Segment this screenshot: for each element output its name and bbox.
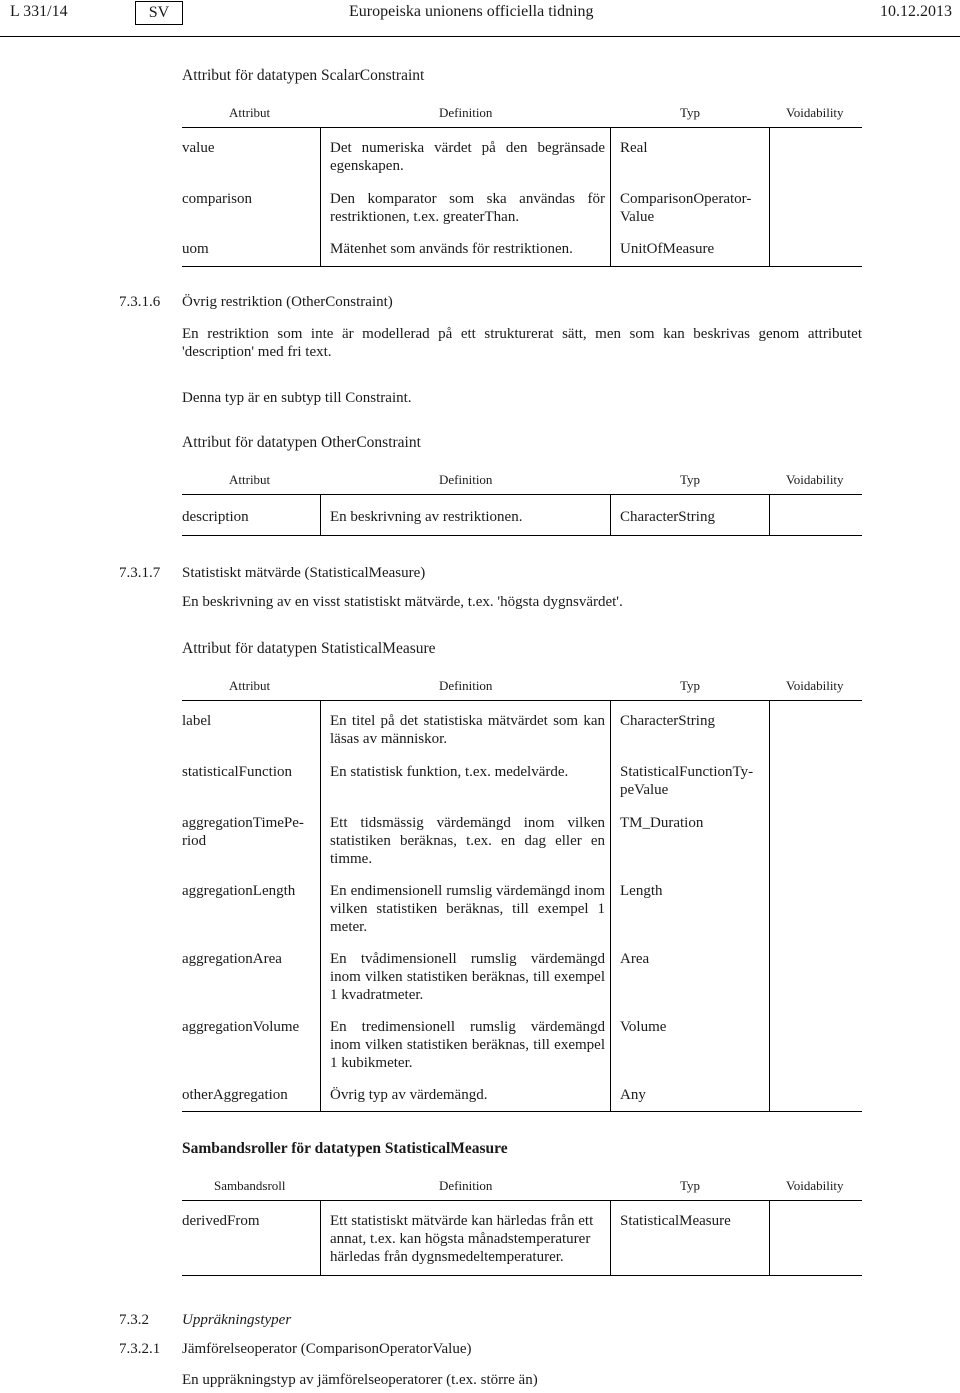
row-definition: En tvådimensionell rumslig värdemängd inom vilken statistiken beräknas, till exempel 1 kvadratmeter.: [330, 951, 605, 1003]
table-header: [182, 101, 862, 128]
page-header: [0, 0, 960, 37]
row-definition: Ett tidsmässig värdemängd inom vilken statistiken beräknas, t.ex. en dag eller en timme.: [330, 815, 605, 867]
col-header-typ: Typ: [680, 1178, 701, 1193]
col-header-voidability: Voidability: [786, 678, 844, 693]
row-attribute: value: [182, 140, 215, 156]
roles-table-title: Sambandsroller för datatypen StatisticalMeasure: [182, 1140, 508, 1157]
paragraph: Denna typ är en subtyp till Constraint.: [182, 390, 412, 406]
col-header-definition: Definition: [439, 678, 493, 693]
row-attribute: aggregationTimePe-riod: [182, 815, 304, 849]
col-header-sambandsroll: Sambandsroll: [214, 1178, 286, 1193]
table-header: [182, 1174, 862, 1201]
row-type: StatisticalFunctionTy-peValue: [620, 764, 754, 798]
table-header: [182, 674, 862, 701]
paragraph: En beskrivning av en visst statistiskt mätvärde, t.ex. 'högsta dygnsvärdet'.: [182, 594, 623, 610]
row-type: Real: [620, 140, 648, 156]
col-header-attribut: Attribut: [229, 678, 271, 693]
row-role: derivedFrom: [182, 1213, 260, 1229]
publication-date: 10.12.2013: [880, 3, 952, 20]
section-heading: Statistiskt mätvärde (StatisticalMeasure): [182, 565, 426, 581]
row-definition: Ett statistiskt mätvärde kan härledas från ett annat, t.ex. kan högsta månadstemperaturer härledas från dygnsmedeltemperaturer.: [330, 1213, 594, 1265]
section-heading: Uppräkningstyper: [182, 1312, 292, 1328]
row-attribute: uom: [182, 241, 209, 257]
journal-title: Europeiska unionens officiella tidning: [349, 3, 594, 20]
row-type: Length: [620, 883, 663, 899]
row-definition: Den komparator som ska användas för restriktionen, t.ex. greaterThan.: [330, 191, 605, 225]
row-definition: Det numeriska värdet på den begränsade egenskapen.: [330, 140, 605, 174]
row-attribute: description: [182, 509, 249, 525]
row-attribute: statisticalFunction: [182, 764, 292, 780]
table-header: [182, 468, 862, 495]
row-attribute: label: [182, 713, 212, 729]
other-table-title: Attribut för datatypen OtherConstraint: [182, 434, 421, 451]
row-definition: En endimensionell rumslig värdemängd inom vilken statistiken beräknas, till exempel 1 meter.: [330, 883, 605, 935]
col-header-definition: Definition: [439, 1178, 493, 1193]
row-definition: En beskrivning av restriktionen.: [330, 509, 523, 525]
row-type: StatisticalMeasure: [620, 1213, 731, 1229]
row-type: Area: [620, 951, 650, 967]
row-definition: En statistisk funktion, t.ex. medelvärde.: [330, 764, 569, 780]
scalar-table: [182, 101, 862, 267]
row-type: Volume: [620, 1019, 667, 1035]
subsection-heading: Jämförelseoperator (ComparisonOperatorValue): [182, 1341, 472, 1357]
col-header-typ: Typ: [680, 678, 701, 693]
col-header-voidability: Voidability: [786, 472, 844, 487]
row-type: ComparisonOperator-Value: [620, 191, 752, 225]
col-header-voidability: Voidability: [786, 105, 844, 120]
row-type: CharacterString: [620, 713, 715, 729]
col-header-typ: Typ: [680, 105, 701, 120]
col-header-typ: Typ: [680, 472, 701, 487]
section-number: 7.3.1.7: [119, 565, 161, 581]
paragraph: En restriktion som inte är modellerad på ett strukturerat sätt, men som kan beskrivas genom attributet 'description' med fri text.: [182, 326, 862, 360]
col-header-definition: Definition: [439, 472, 493, 487]
row-type: TM_Duration: [620, 815, 704, 831]
stat-table: [182, 674, 862, 1112]
col-header-attribut: Attribut: [229, 472, 271, 487]
section-number: 7.3.1.6: [119, 294, 161, 310]
row-attribute: aggregationVolume: [182, 1019, 300, 1035]
section-heading: Övrig restriktion (OtherConstraint): [182, 294, 393, 310]
row-definition: En tredimensionell rumslig värdemängd inom vilken statistiken beräknas, till exempel 1 kubikmeter.: [330, 1019, 605, 1071]
row-attribute: otherAggregation: [182, 1087, 288, 1103]
row-definition: En titel på det statistiska mätvärdet som kan läsas av människor.: [330, 713, 605, 747]
scalar-table-title: Attribut för datatypen ScalarConstraint: [182, 67, 425, 84]
paragraph: En uppräkningstyp av jämförelseoperatorer (t.ex. större än): [182, 1372, 538, 1388]
roles-table: [182, 1174, 862, 1276]
row-attribute: aggregationLength: [182, 883, 296, 899]
col-header-attribut: Attribut: [229, 105, 271, 120]
language-badge: SV: [135, 1, 183, 25]
row-definition: Övrig typ av värdemängd.: [330, 1087, 488, 1103]
section-number: 7.3.2: [119, 1312, 149, 1328]
other-table: [182, 468, 862, 536]
subsection-number: 7.3.2.1: [119, 1341, 161, 1357]
stat-table-title: Attribut för datatypen StatisticalMeasure: [182, 640, 436, 657]
page-number: L 331/14: [10, 3, 68, 20]
row-attribute: comparison: [182, 191, 252, 207]
col-header-voidability: Voidability: [786, 1178, 844, 1193]
row-attribute: aggregationArea: [182, 951, 282, 967]
col-header-definition: Definition: [439, 105, 493, 120]
row-definition: Mätenhet som används för restriktionen.: [330, 241, 573, 257]
row-type: CharacterString: [620, 509, 715, 525]
row-type: UnitOfMeasure: [620, 241, 715, 257]
row-type: Any: [620, 1087, 646, 1103]
